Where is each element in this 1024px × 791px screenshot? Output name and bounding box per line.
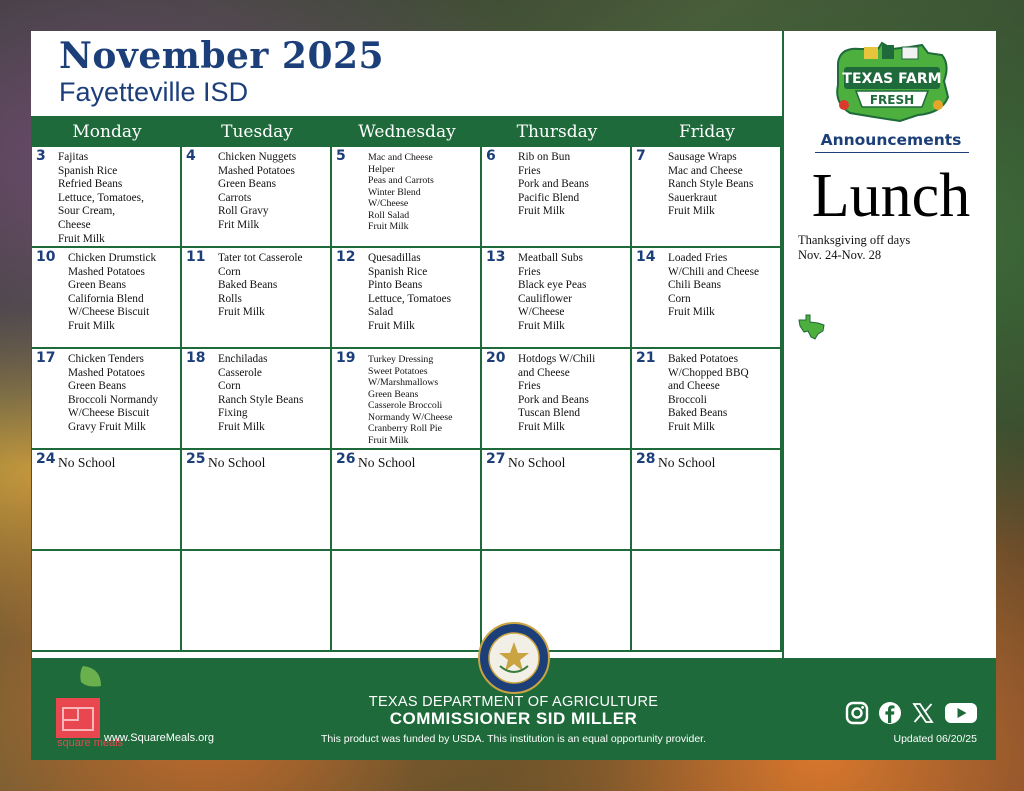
day-cell-10: [32, 248, 182, 349]
day-cell-7: [632, 147, 782, 248]
meal-type-label: Lunch: [811, 162, 971, 230]
day-number: 13: [486, 249, 506, 265]
day-cell-26: [332, 450, 482, 551]
day-cell-25: [182, 450, 332, 551]
facebook-icon[interactable]: [878, 701, 902, 725]
day-cell-5: [332, 147, 482, 248]
updated-date: Updated 06/20/25: [893, 733, 977, 745]
menu-items: Baked Potatoes W/Chopped BBQ and Cheese Broccoli Baked Beans Fruit Milk: [668, 353, 749, 433]
menu-items: Fajitas Spanish Rice Refried Beans Lettuce, Tomatoes, Sour Cream, Cheese Fruit Milk: [58, 151, 144, 245]
logo-line-2: FRESH: [869, 93, 915, 107]
day-number: 25: [186, 451, 206, 467]
day-number: 10: [36, 249, 56, 265]
menu-items: No School: [208, 455, 266, 470]
square-meals-logo-text: square meals: [57, 737, 124, 749]
menu-items: Meatball Subs Fries Black eye Peas Cauliflower W/Cheese Fruit Milk: [518, 252, 587, 332]
sidebar: [782, 31, 996, 658]
menu-items: Enchiladas Casserole Corn Ranch Style Beans Fixing Fruit Milk: [218, 353, 304, 433]
day-number: 3: [36, 148, 46, 164]
texas-farm-fresh-logo: [830, 41, 952, 123]
day-cell-20: [482, 349, 632, 450]
day-number: 6: [486, 148, 496, 164]
announcement-note: Thanksgiving off days Nov. 24-Nov. 28: [798, 233, 911, 262]
day-cell-4: [182, 147, 332, 248]
empty-day-cell: [332, 551, 482, 652]
commissioner-name: COMMISSIONER SID MILLER: [389, 709, 638, 728]
website-link[interactable]: www.SquareMeals.org: [104, 732, 215, 744]
day-number: 7: [636, 148, 646, 164]
day-number: 11: [186, 249, 206, 265]
day-number: 28: [636, 451, 656, 467]
day-cell-12: [332, 248, 482, 349]
weekday-header-tuesday: Tuesday: [182, 116, 332, 147]
menu-items: No School: [58, 455, 116, 470]
texas-state-icon: [796, 314, 826, 340]
weekday-header-wednesday: Wednesday: [332, 116, 482, 147]
tda-seal: [478, 622, 550, 694]
social-links: [845, 701, 978, 725]
announcements-heading: Announcements: [820, 131, 962, 149]
page-title: November 2025: [59, 35, 385, 77]
day-number: 19: [336, 350, 356, 366]
instagram-icon[interactable]: [845, 701, 869, 725]
weekday-header-thursday: Thursday: [482, 116, 632, 147]
day-number: 17: [36, 350, 56, 366]
calendar-grid: [31, 116, 782, 658]
day-cell-27: [482, 450, 632, 551]
empty-day-cell: [32, 551, 182, 652]
day-number: 4: [186, 148, 196, 164]
menu-items: No School: [508, 455, 566, 470]
day-number: 20: [486, 350, 506, 366]
day-number: 27: [486, 451, 506, 467]
funding-statement: This product was funded by USDA. This institution is an equal opportunity provider.: [320, 733, 706, 745]
announcements-underline: [815, 152, 969, 153]
day-cell-24: [32, 450, 182, 551]
menu-items: Chicken Tenders Mashed Potatoes Green Beans Broccoli Normandy W/Cheese Biscuit Gravy Fruit Milk: [68, 353, 159, 433]
day-cell-6: [482, 147, 632, 248]
day-cell-28: [632, 450, 782, 551]
department-name: TEXAS DEPARTMENT OF AGRICULTURE: [368, 694, 659, 710]
empty-day-cell: [632, 551, 782, 652]
logo-line-1: TEXAS FARM: [842, 71, 942, 87]
menu-items: Mac and Cheese Helper Peas and Carrots Winter Blend W/Cheese Roll Salad Fruit Milk: [368, 152, 434, 232]
day-number: 26: [336, 451, 356, 467]
day-cell-17: [32, 349, 182, 450]
day-number: 5: [336, 148, 346, 164]
day-cell-14: [632, 248, 782, 349]
menu-items: Turkey Dressing Sweet Potatoes W/Marshmallows Green Beans Casserole Broccoli Normandy W/Cheese Cranberry Roll Pie Fruit Milk: [368, 354, 453, 446]
day-cell-19: [332, 349, 482, 450]
x-icon[interactable]: [911, 701, 935, 725]
day-cell-13: [482, 248, 632, 349]
day-cell-18: [182, 349, 332, 450]
menu-items: Sausage Wraps Mac and Cheese Ranch Style Beans Sauerkraut Fruit Milk: [668, 151, 754, 218]
menu-items: Quesadillas Spanish Rice Pinto Beans Lettuce, Tomatoes Salad Fruit Milk: [368, 252, 452, 332]
day-cell-21: [632, 349, 782, 450]
menu-items: Tater tot Casserole Corn Baked Beans Rolls Fruit Milk: [218, 252, 303, 319]
day-number: 14: [636, 249, 656, 265]
day-cell-3: [32, 147, 182, 248]
menu-items: Hotdogs W/Chili and Cheese Fries Pork and Beans Tuscan Blend Fruit Milk: [518, 353, 596, 433]
weekday-header-friday: Friday: [632, 116, 782, 147]
empty-day-cell: [182, 551, 332, 652]
menu-items: Loaded Fries W/Chili and Cheese Chili Beans Corn Fruit Milk: [668, 252, 759, 319]
menu-items: Chicken Nuggets Mashed Potatoes Green Beans Carrots Roll Gravy Frit Milk: [218, 151, 297, 231]
district-name: Fayetteville ISD: [59, 77, 249, 107]
menu-items: Rib on Bun Fries Pork and Beans Pacific Blend Fruit Milk: [518, 151, 589, 218]
menu-items: No School: [658, 455, 716, 470]
menu-items: Chicken Drumstick Mashed Potatoes Green Beans California Blend W/Cheese Biscuit Fruit Milk: [68, 252, 157, 332]
youtube-icon[interactable]: [944, 701, 978, 725]
day-number: 12: [336, 249, 356, 265]
weekday-header-monday: Monday: [32, 116, 182, 147]
menu-items: No School: [358, 455, 416, 470]
day-number: 18: [186, 350, 206, 366]
calendar-sheet: [31, 31, 996, 658]
day-number: 24: [36, 451, 56, 467]
day-cell-11: [182, 248, 332, 349]
footer: [31, 658, 996, 760]
day-number: 21: [636, 350, 656, 366]
